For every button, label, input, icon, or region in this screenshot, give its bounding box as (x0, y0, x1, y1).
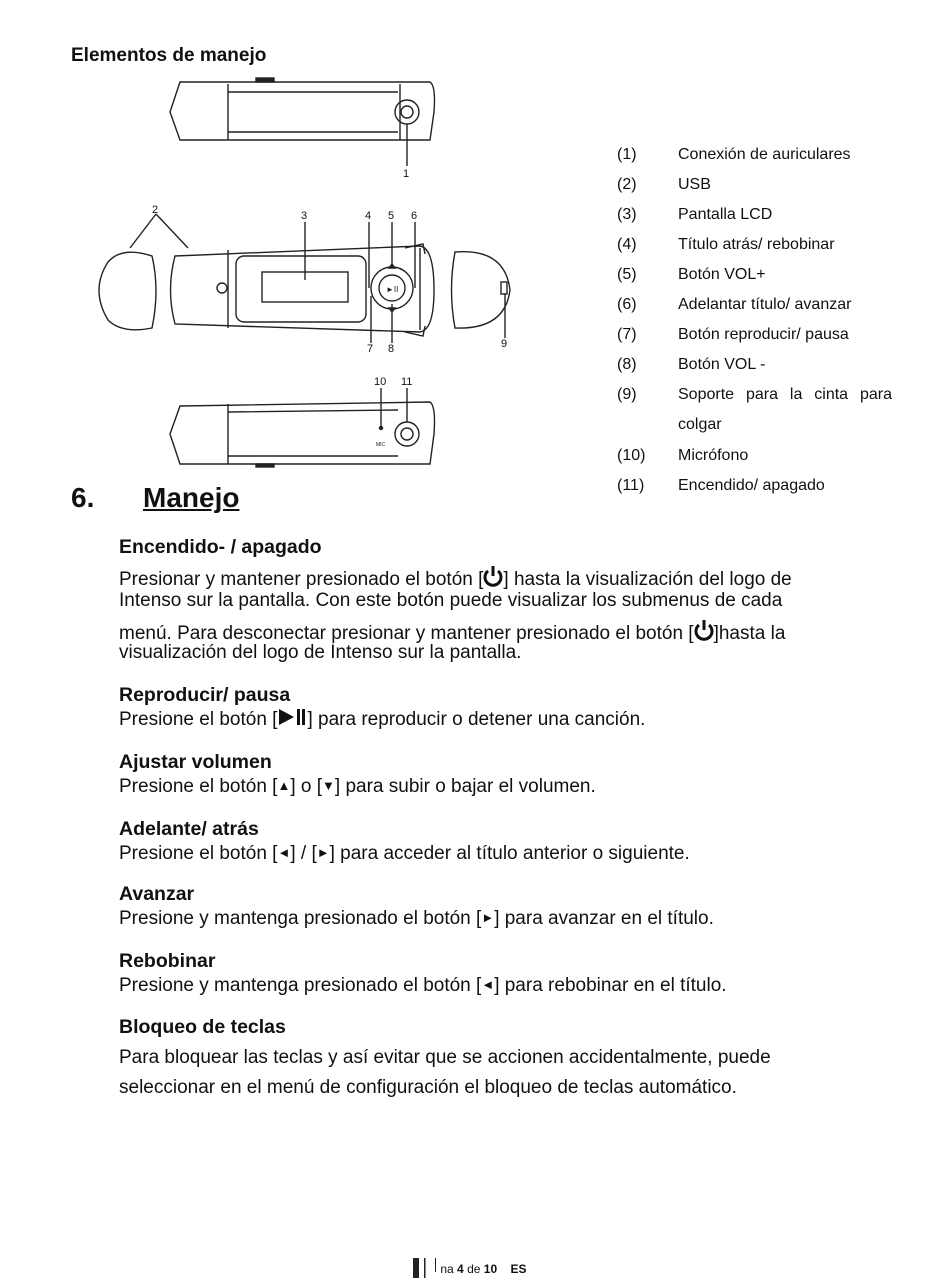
subsection-title-volume: Ajustar volumen (119, 751, 272, 773)
page-footer (413, 1256, 527, 1278)
text-span: ] / [ (290, 843, 317, 864)
play-pause-icon (277, 707, 307, 727)
subsection-title-lock: Bloqueo de teclas (119, 1016, 286, 1038)
legend-number: (5) (617, 266, 637, 283)
left-arrow-icon: ◄ (481, 977, 495, 992)
legend-number: (2) (617, 176, 637, 193)
text-span: ] para subir o bajar el volumen. (334, 776, 596, 797)
lock-paragraph-line-1: Para bloquear las teclas y así evitar que se accionen accidentalmente, puede (119, 1047, 771, 1068)
legend-text: Micrófono (678, 447, 749, 464)
headphone-jack-top (395, 100, 419, 124)
text-span: ] o [ (290, 776, 323, 797)
up-arrow-icon: ▲ (277, 778, 291, 793)
subsection-title-play: Reproducir/ pausa (119, 684, 291, 706)
legend-text: USB (678, 176, 711, 193)
svg-text:►II: ►II (386, 285, 399, 294)
callout-11: 11 (401, 376, 413, 388)
volume-paragraph (119, 774, 596, 798)
mic-label: MIC (376, 442, 386, 448)
footer-prefix: na (440, 1262, 454, 1276)
power-paragraph-line-1 (119, 565, 792, 591)
callout-10: 10 (374, 376, 387, 388)
callout-7: 7 (367, 343, 374, 355)
callout-4: 4 (365, 210, 372, 222)
legend-text: Encendido/ apagado (678, 477, 825, 494)
legend-text: Soporte para la cinta para (678, 386, 892, 403)
device-diagram (0, 0, 600, 480)
legend-number: (7) (617, 326, 637, 343)
legend-number: (6) (617, 296, 637, 313)
callout-8: 8 (388, 343, 395, 355)
legend-text: colgar (678, 416, 722, 433)
legend-number: (9) (617, 386, 637, 403)
callout-9: 9 (501, 338, 508, 350)
skip-paragraph (119, 841, 690, 865)
text-span: Presione el botón [ (119, 843, 278, 864)
text-span: menú. Para desconectar presionar y mantener presionado el botón [ (119, 623, 694, 644)
text-span: Presione y mantenga presionado el botón [ (119, 975, 482, 996)
forward-paragraph (119, 906, 714, 930)
callout-1: 1 (403, 168, 410, 180)
power-button (395, 422, 419, 446)
subsection-title-forward: Avanzar (119, 883, 195, 905)
footer-language: ES (510, 1262, 527, 1276)
text-span: ] para acceder al título anterior o siguiente. (329, 843, 690, 864)
legend-number: (10) (617, 447, 646, 464)
heading-elementos: Elementos de manejo (71, 45, 267, 66)
footer-page-number: 4 (457, 1262, 464, 1276)
footer-bars-icon (413, 1256, 437, 1278)
power-paragraph-line-4: visualización del logo de Intenso sur la pantalla. (119, 642, 522, 663)
text-span: Presione el botón [ (119, 709, 278, 730)
usb-cap (99, 252, 156, 330)
legend-number: (3) (617, 206, 637, 223)
right-arrow-icon: ► (316, 845, 330, 860)
power-icon (694, 619, 714, 641)
text-span: ] hasta la visualización del logo de (503, 569, 792, 590)
text-span: ]hasta la (713, 623, 786, 644)
callout-6: 6 (411, 210, 418, 222)
down-arrow-icon: ▼ (322, 778, 335, 793)
power-paragraph-line-2: Intenso sur la pantalla. Con este botón puede visualizar los submenus de cada (119, 590, 783, 611)
callout-5: 5 (388, 210, 395, 222)
legend-text: Título atrás/ rebobinar (678, 236, 835, 253)
legend-text: Pantalla LCD (678, 206, 773, 223)
legend-number: (11) (617, 477, 645, 494)
legend-text: Botón VOL+ (678, 266, 766, 283)
power-icon (483, 565, 503, 587)
rewind-paragraph (119, 973, 727, 997)
legend-number: (4) (617, 236, 637, 253)
subsection-title-skip: Adelante/ atrás (119, 818, 259, 840)
text-span: Presione el botón [ (119, 776, 278, 797)
right-arrow-icon: ► (481, 910, 495, 925)
footer-of: de (467, 1262, 481, 1276)
text-span: ] para reproducir o detener una canción. (307, 709, 646, 730)
subsection-title-rewind: Rebobinar (119, 950, 216, 972)
left-arrow-icon: ◄ (277, 845, 291, 860)
callout-2: 2 (152, 204, 159, 216)
footer-page-total: 10 (483, 1262, 498, 1276)
legend-text: Adelantar título/ avanzar (678, 296, 852, 313)
callout-3: 3 (301, 210, 308, 222)
legend-number: (1) (617, 146, 637, 163)
section-number: 6. (71, 482, 95, 513)
subsection-title-power: Encendido- / apagado (119, 536, 322, 558)
display-bezel (236, 256, 366, 322)
text-span: Presionar y mantener presionado el botón [ (119, 569, 484, 590)
legend-text: Botón VOL - (678, 356, 766, 373)
text-span: Presione y mantenga presionado el botón [ (119, 908, 482, 929)
legend-number: (8) (617, 356, 637, 373)
section-title: Manejo (143, 482, 240, 513)
text-span: ] para avanzar en el título. (494, 908, 714, 929)
play-paragraph (119, 707, 645, 731)
lock-paragraph-line-2: seleccionar en el menú de configuración el bloqueo de teclas automático. (119, 1077, 737, 1098)
legend-text: Botón reproducir/ pausa (678, 326, 849, 343)
text-span: ] para rebobinar en el título. (494, 975, 727, 996)
legend-text: Conexión de auriculares (678, 146, 851, 163)
